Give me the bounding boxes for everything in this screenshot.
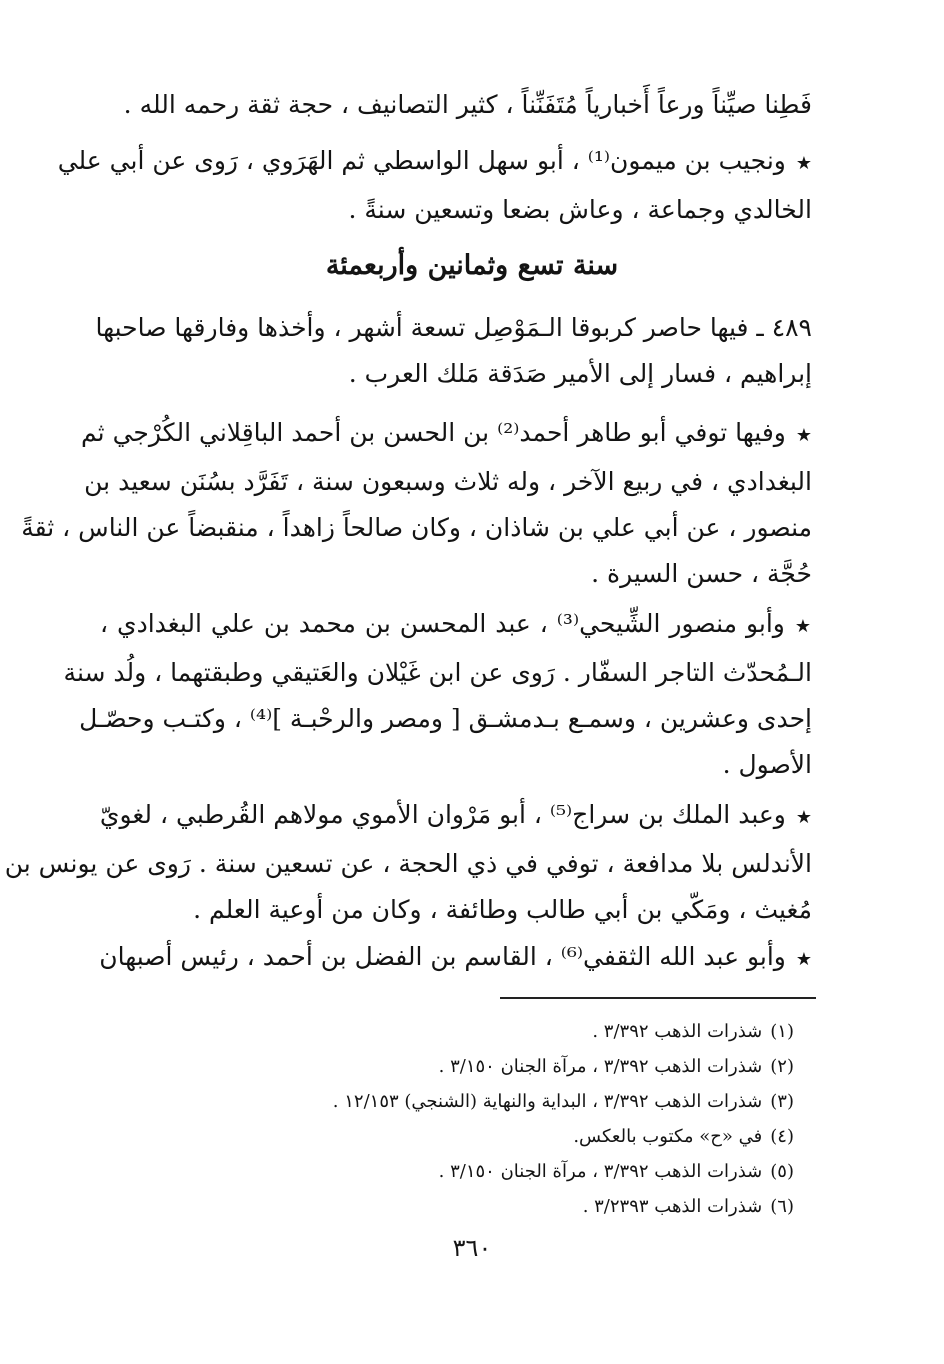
text-line: إبراهيم ، فسار إلى الأمير صَدَقة مَلك العرب . xyxy=(348,359,812,388)
text-line: منصور ، عن أبي علي بن شاذان ، وكان صالحاً زاهداً ، منقبضاً عن الناس ، ثقةً xyxy=(21,513,812,542)
text-line xyxy=(100,792,812,841)
star-icon: ★ xyxy=(795,153,812,174)
text-line: البغدادي ، في ربيع الآخر ، وله ثلاث وسبعون سنة ، تَفَرَّد بسُنَن سعيد بن xyxy=(84,467,812,496)
footnote-text: في «ح» مكتوب بالعكس. xyxy=(573,1126,763,1147)
text-line: الأصول . xyxy=(722,750,812,779)
footnote-text: شذرات الذهب ٣/٣٩٢ ، مرآة الجنان ٣/١٥٠ . xyxy=(438,1161,763,1182)
text-line xyxy=(81,410,812,459)
entry-abu-abd-allah xyxy=(100,934,812,983)
footnote xyxy=(100,1049,794,1084)
footnote-number: (٥) xyxy=(770,1161,794,1182)
footnote xyxy=(100,1084,794,1119)
year-heading: سنة تسع وثمانين وأربعمئة xyxy=(325,250,619,281)
footnote-number: (٢) xyxy=(770,1056,794,1077)
footnote xyxy=(100,1119,794,1154)
footnote-text: شذرات الذهب ٣/٣٩٢ ، البداية والنهاية (الشنجي) ١٢/١٥٣ . xyxy=(332,1091,763,1112)
star-icon: ★ xyxy=(795,949,812,970)
text-line xyxy=(57,138,812,187)
text-line-content: وأبو عبد الله الثقفي⁽⁶⁾ ، القاسم بن الفضل بن أحمد ، رئيس أصبهان xyxy=(99,942,786,971)
footnotes xyxy=(100,1014,794,1224)
star-icon: ★ xyxy=(794,616,813,637)
text-line: مُغيث ، ومَكّي بن أبي طالب وطائفة ، وكان من أوعية العلم . xyxy=(193,895,812,924)
entry-abu-mansur xyxy=(63,601,813,788)
text-line: فَطِنا صيِّناً ورعاً أَخبارياً مُتَفَنِّناً ، كثير التصانيف ، حجة ثقة رحمه الله . xyxy=(123,90,812,119)
text-line-content: وأبو منصور الشِّيحي⁽³⁾ ، عبد المحسن بن محمد بن علي البغدادي ، xyxy=(100,609,785,638)
star-icon: ★ xyxy=(795,425,812,446)
text-line: الخالدي وجماعة ، وعاش بضعا وتسعين سنةً . xyxy=(348,195,812,224)
footnote-number: (٣) xyxy=(770,1091,794,1112)
star-icon: ★ xyxy=(795,807,812,828)
text-line: ٤٨٩ ـ فيها حاصر كربوقا الـمَوْصِل تسعة أشهر ، وأخذها وفارقها صاحبها xyxy=(95,313,812,342)
footnote-text: شذرات الذهب ٣/٣٩٢ . xyxy=(592,1021,763,1042)
text-line xyxy=(100,934,812,983)
paragraph-489 xyxy=(95,305,812,397)
paragraph-continuation xyxy=(100,82,812,128)
footnote-number: (٦) xyxy=(770,1196,794,1217)
text-line-content: ونجيب بن ميمون⁽¹⁾ ، أبو سهل الواسطي ثم الهَرَوي ، رَوى عن أبي علي xyxy=(57,146,786,175)
page-number: ٣٦٠ xyxy=(452,1234,492,1262)
footnote xyxy=(100,1014,794,1049)
text-line: الـمُحدّث التاجر السفّار . رَوى عن ابن غَيْلان والعَتيقي وطبقتهما ، ولُد سنة xyxy=(63,658,812,687)
entry-abu-tahir xyxy=(21,410,812,597)
entry-abd-al-malik xyxy=(4,792,812,933)
text-line xyxy=(100,601,812,650)
text-line-content: وفيها توفي أبو طاهر أحمد⁽²⁾ بن الحسن بن أحمد الباقِلاني الكُرْجي ثم xyxy=(81,418,786,447)
footnote-text: شذرات الذهب ٣/٢٣٩٣ . xyxy=(582,1196,763,1217)
text-line: إحدى وعشرين ، وسمـع بـدمشـق [ ومصر والرحْبـة ]⁽⁴⁾ ، وكتـب وحصّـل xyxy=(79,704,812,733)
entry-najib xyxy=(57,138,812,233)
text-line: حُجَّة ، حسن السيرة . xyxy=(591,559,812,588)
footnote xyxy=(100,1154,794,1189)
footnote-text: شذرات الذهب ٣/٣٩٢ ، مرآة الجنان ٣/١٥٠ . xyxy=(438,1056,763,1077)
text-line-content: وعبد الملك بن سراج⁽⁵⁾ ، أبو مَرْوان الأموي مولاهم القُرطبي ، لغويّ xyxy=(99,800,786,829)
footnote-number: (١) xyxy=(770,1021,794,1042)
footnote-number: (٤) xyxy=(770,1126,794,1147)
footnote xyxy=(100,1189,794,1224)
footnote-divider xyxy=(500,997,816,999)
text-line: الأندلس بلا مدافعة ، توفي في ذي الحجة ، عن تسعين سنة . رَوى عن يونس بن xyxy=(4,849,812,878)
